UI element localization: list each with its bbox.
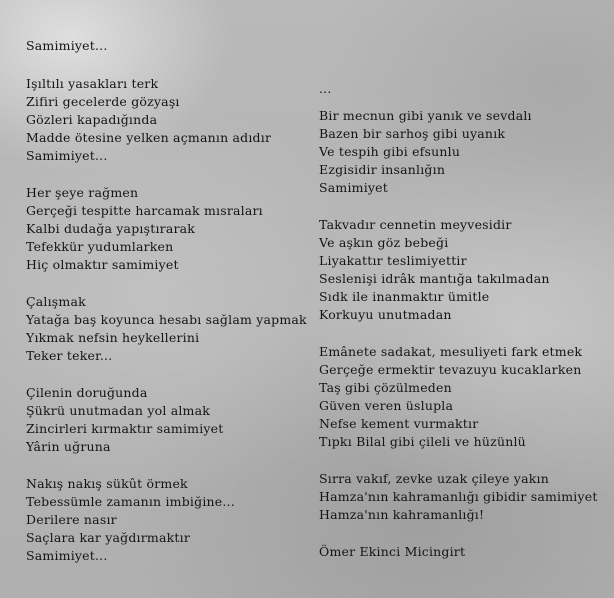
poem-line: Zincirleri kırmaktır samimiyet (26, 421, 224, 436)
poem-line: Takvadır cennetin meyvesidir (319, 217, 512, 232)
poem-line: Her şeye rağmen (26, 185, 139, 200)
poem-line: Zifiri gecelerde gözyaşı (26, 94, 180, 109)
poem-line: Taş gibi çözülmeden (319, 380, 452, 395)
poem-line: Hiç olmaktır samimiyet (26, 257, 179, 272)
poem-line: Yıkmak nefsin heykellerini (26, 330, 200, 345)
poem-line: Hamza'nın kahramanlığı! (319, 507, 485, 522)
poem-line: Samimiyet... (26, 548, 108, 563)
poem-line: Şükrü unutmadan yol almak (26, 403, 211, 418)
poem-line: Sırra vakıf, zevke uzak çileye yakın (319, 471, 549, 486)
poem-line: Kalbi dudağa yapıştırarak (26, 221, 196, 236)
poem-line: Madde ötesine yelken açmanın adıdır (26, 130, 272, 145)
poem-line: Sıdk ile inanmaktır ümitle (319, 289, 490, 304)
poem-line: Güven veren üslupla (319, 398, 454, 413)
poem-line: Samimiyet... (26, 148, 108, 163)
poem-line: Korkuyu unutmadan (319, 307, 452, 322)
poem-line: Gerçeğe ermektir tevazuyu kucaklarken (319, 362, 582, 377)
poem-line: Bazen bir sarhoş gibi uyanık (319, 126, 506, 141)
poem-line: Ve aşkın göz bebeği (319, 235, 449, 250)
poem-line: Liyakattır teslimiyettir (319, 253, 467, 268)
poem-line: Samimiyet (319, 180, 388, 195)
poem-line: ... (319, 81, 332, 96)
poem-line: Tıpkı Bilal gibi çileli ve hüzünlü (319, 434, 526, 449)
poem-line: Tebessümle zamanın imbiğine... (26, 494, 235, 509)
poem-line: Teker teker... (26, 348, 113, 363)
poem-line: Işıltılı yasakları terk (26, 76, 159, 91)
poem-line: Saçlara kar yağdırmaktır (26, 530, 191, 545)
poem-line: Ve tespih gibi efsunlu (319, 144, 461, 159)
poem-line: Çilenin doruğunda (26, 385, 148, 400)
poem-title: Samimiyet... (26, 38, 108, 53)
poem-line: Nakış nakış sükût örmek (26, 476, 188, 491)
poem-line: Çalışmak (26, 294, 86, 309)
poem-line: Emânete sadakat, mesuliyeti fark etmek (319, 344, 583, 359)
poem-line: Gözleri kapadığında (26, 112, 158, 127)
poem-line: Bir mecnun gibi yanık ve sevdalı (319, 108, 532, 123)
poem-line: Derilere nasır (26, 512, 117, 527)
poem-line: Yârin uğruna (26, 439, 111, 454)
poem-line: Nefse kement vurmaktır (319, 416, 479, 431)
poem-line: Seslenişi idrâk mantığa takılmadan (319, 271, 550, 286)
poem-line: Hamza'nın kahramanlığı gibidir samimiyet (319, 489, 598, 504)
poem-line: Ezgisidir insanlığın (319, 162, 446, 177)
poem-line: Gerçeği tespitte harcamak mısraları (26, 203, 263, 218)
poem-line: Tefekkür yudumlarken (26, 239, 174, 254)
poem-author: Ömer Ekinci Micingirt (319, 544, 466, 559)
poem-line: Yatağa baş koyunca hesabı sağlam yapmak (26, 312, 307, 327)
